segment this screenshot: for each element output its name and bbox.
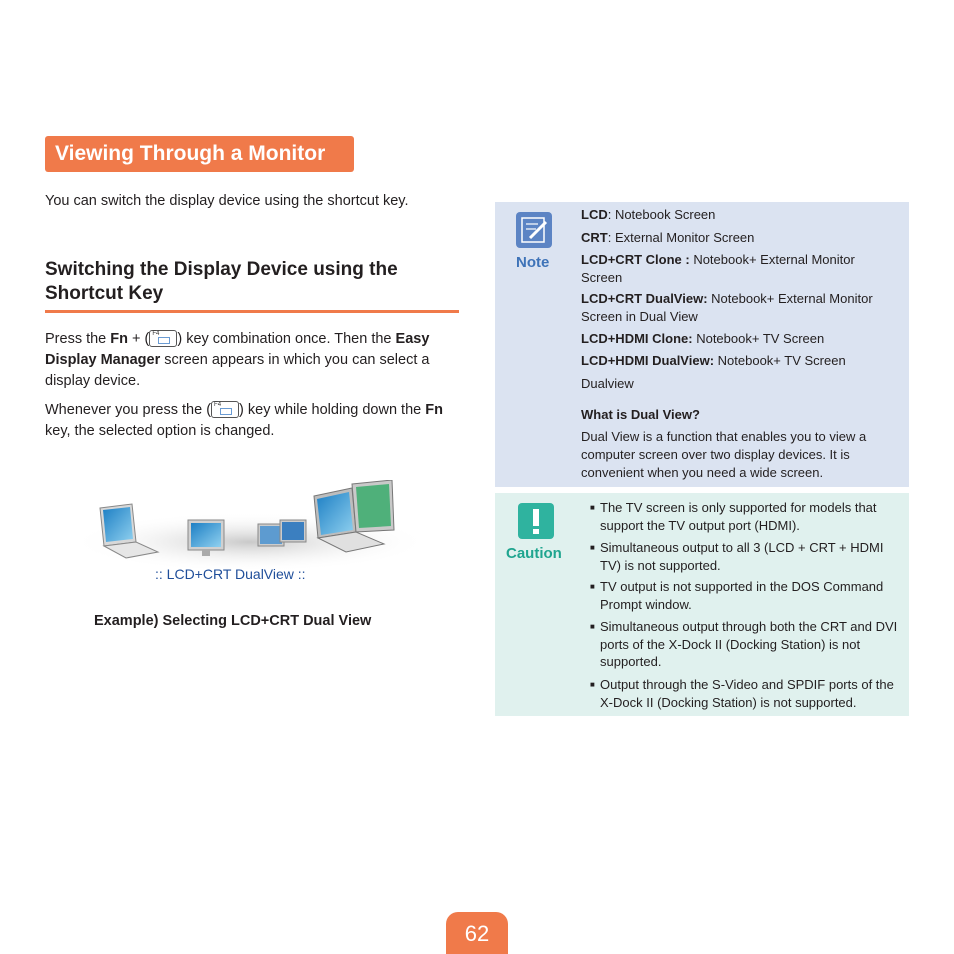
caution-label: Caution [506,545,562,562]
note-question: What is Dual View? [581,407,700,422]
illustration-label: :: LCD+CRT DualView :: [155,566,306,582]
note-item: LCD: Notebook Screen [581,207,716,222]
section-title-tab [45,136,354,172]
note-item: LCD+HDMI Clone: Notebook+ TV Screen [581,331,825,346]
instruction-paragraph-1: Press the Fn + ( F4 ) key combination once. Then the Easy Display Manager screen appears in which you can select a display device. [45,331,430,389]
subsection-heading: Switching the Display Device using the Shortcut Key [45,259,398,304]
note-item: LCD+CRT Clone : Notebook+ External Monitor Screen [581,252,855,285]
figure-caption: Example) Selecting LCD+CRT Dual View [94,613,372,629]
section-title: Viewing Through a Monitor [55,142,326,165]
instruction-paragraph-2: Whenever you press the ( F4 ) key while holding down the Fn key, the selected option is changed. [45,402,443,439]
note-item: LCD+CRT DualView: Notebook+ External Monitor Screen in Dual View [581,291,873,324]
intro-text: You can switch the display device using the shortcut key. [45,193,409,209]
exclamation-icon [518,503,554,539]
page-number-tab [446,912,508,954]
note-dualview-heading: Dualview [581,376,634,391]
note-answer: Dual View is a function that enables you to view a computer screen over two display devices. It is convenient when you need a wide screen. [581,429,867,480]
page-number: 62 [464,921,490,946]
note-label: Note [516,254,550,271]
subsection-rule [45,310,459,313]
note-pencil-icon [516,212,552,248]
dualview-pair-icon [258,520,306,546]
note-item: CRT: External Monitor Screen [581,230,755,245]
note-item: LCD+HDMI DualView: Notebook+ TV Screen [581,353,846,368]
f4-key-icon: F4 [149,330,177,347]
f4-key-icon: F4 [211,401,239,418]
